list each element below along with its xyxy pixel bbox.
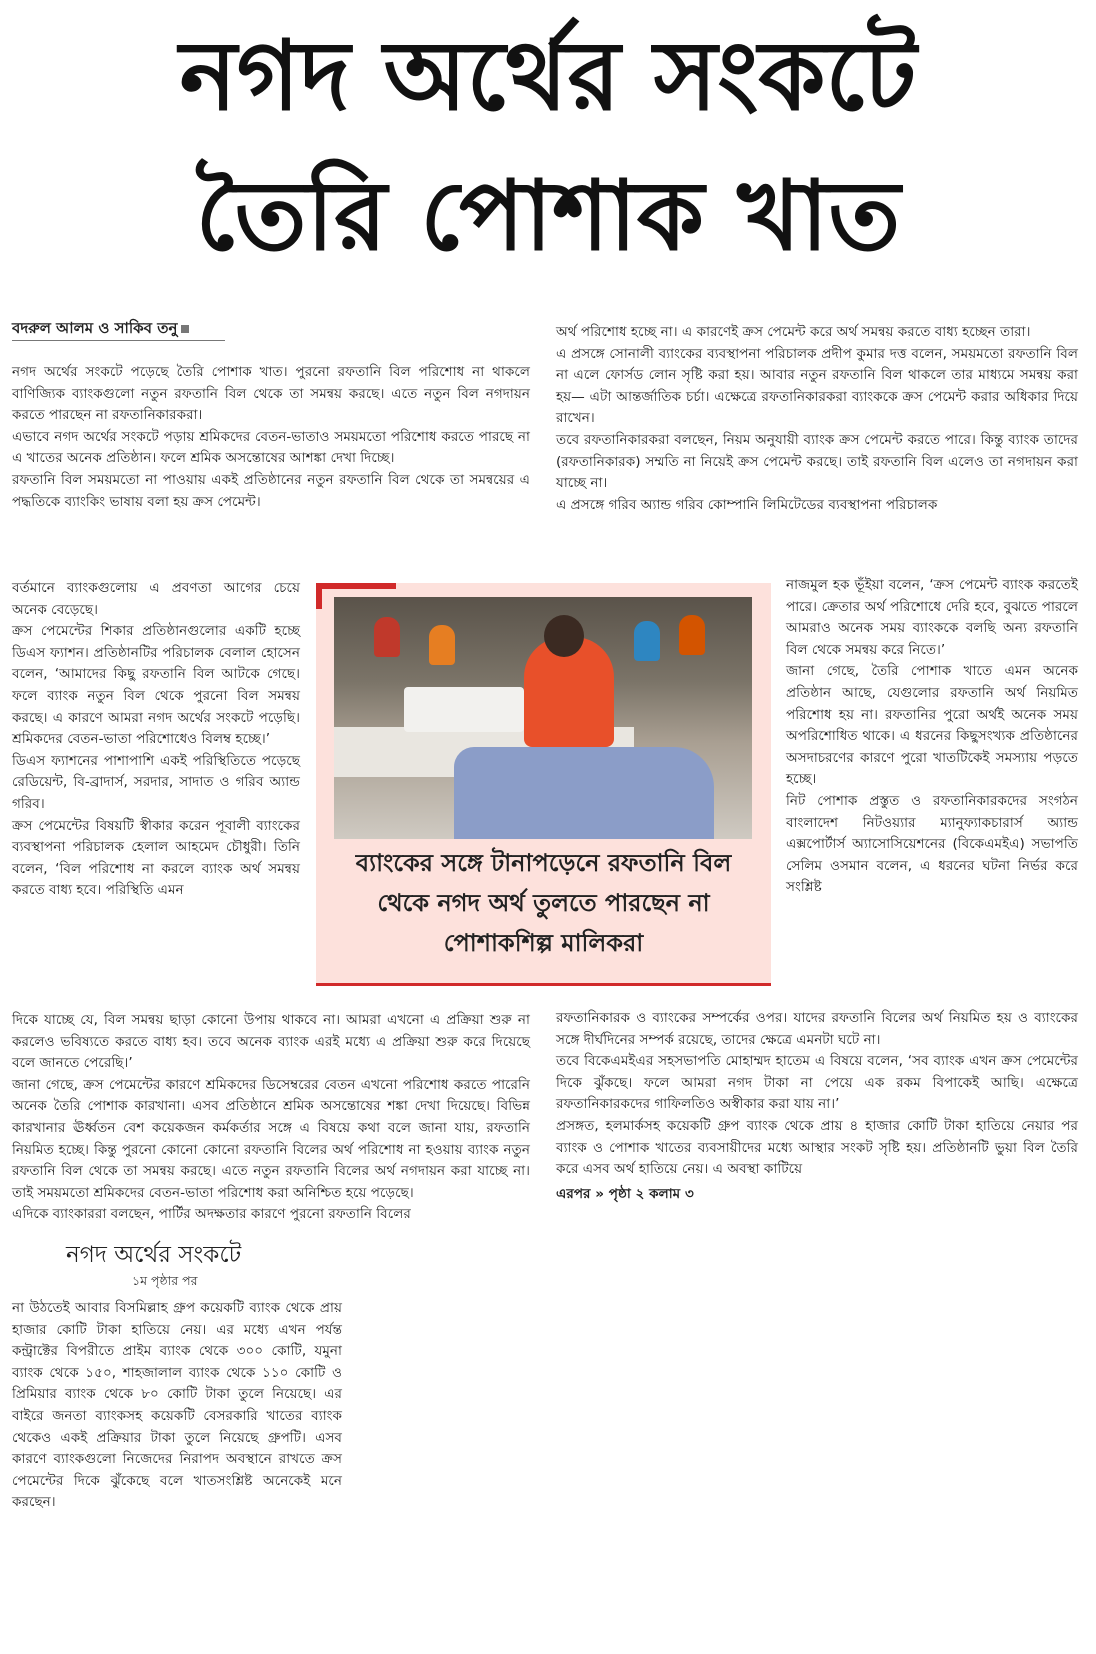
worker-head: [544, 615, 584, 657]
continuation-body: [12, 1298, 342, 1514]
paragraph: এভাবে নগদ অর্থের সংকটে পড়ায় শ্রমিকদের বেতন-ভাতাও সময়মতো পরিশোধ করতে পারছে না এ খাতের অনেক প্রতিষ্ঠান। ফলে শ্রমিক অসন্তোষের আশঙ্কা দেখা দিচ্ছে।: [12, 428, 530, 467]
column-a-top: [12, 362, 530, 513]
paragraph: অর্থ পরিশোধ হচ্ছে না। এ কারণেই ক্রস পেমেন্ট করে অর্থ সমন্বয় করতে বাধ্য হচ্ছেন তারা।: [556, 324, 1031, 340]
paragraph: জানা গেছে, তৈরি পোশাক খাতে এমন অনেক প্রতিষ্ঠান আছে, যেগুলোর রফতানি অর্থ নিয়মিত পরিশোধ হয় না। রফতানির পুরো অর্থই অনেক সময় অপরিশোধিত থাকে। এ ধরনের কিছুসংখ্যক প্রতিষ্ঠানের অসদাচরণের কারণে পুরো খাতটিকেই সমস্যায় পড়তে হচ্ছে।: [786, 663, 1078, 788]
byline: [12, 317, 189, 342]
paragraph: প্রসঙ্গত, হলমার্কসহ কয়েকটি গ্রুপ ব্যাংক থেকে প্রায় ৪ হাজার কোটি টাকা হাতিয়ে নেয়ার পর ব্যাংক ও পোশাক খাতের ব্যবসায়ীদের মধ্যে আস্থার সংকট সৃষ্টি হয়। প্রতিষ্ঠানটি ভুয়া বিল তৈরি করে এসব অর্থ হাতিয়ে নেয়। এ অবস্থা কাটিয়ে: [556, 1117, 1078, 1178]
paragraph: ক্রস পেমেন্টের বিষয়টি স্বীকার করেন পূবালী ব্যাংকের ব্যবস্থাপনা পরিচালক হেলাল আহমেদ চৌধুরী। তিনি বলেন, ‘বিল পরিশোধ না করলে ব্যাংক অর্থ সমন্বয় করতে বাধ্য হবে। পরিস্থিতি এমন: [12, 817, 300, 899]
paragraph: দিকে যাচ্ছে যে, বিল সমন্বয় ছাড়া কোনো উপায় থাকবে না। আমরা এখনো এ প্রক্রিয়া শুরু না করলেও ভবিষ্যতে করতে বাধ্য হব। তবে অনেক ব্যাংক এরই মধ্যে এ প্রক্রিয়া শুরু করে দিয়েছে বলে জানতে পেরেছি।’: [12, 1012, 530, 1072]
background-worker: [634, 621, 660, 661]
photo-caption: ব্যাংকের সঙ্গে টানাপড়েনে রফতানি বিল থেকে নগদ অর্থ তুলতে পারছেন না পোশাকশিল্প মালিকরা: [355, 849, 732, 957]
sewing-machine: [404, 687, 524, 732]
background-worker: [679, 615, 705, 655]
headline-line-2: তৈরি পোশাক খাত: [195, 160, 901, 272]
paragraph: না উঠতেই আবার বিসমিল্লাহ গ্রুপ কয়েকটি ব্যাংক থেকে প্রায় হাজার কোটি টাকা হাতিয়ে নেয়। এর মধ্যে এখন পর্যন্ত কন্ট্রাক্টের বিপরীতে প্রাইম ব্যাংক থেকে ৩০০ কোটি, যমুনা ব্যাংক থেকে ১৫০, শাহজালাল ব্যাংক থেকে ১১০ কোটি ও প্রিমিয়ার ব্যাংক থেকে ৮০ কোটি টাকা তুলে নিয়েছে। এর বাইরে জনতা ব্যাংকসহ কয়েকটি বেসরকারি খাতের ব্যাংক থেকেও একই প্রক্রিয়ার টাকা তুলে নিয়েছে গ্রুপটি। এসব কারণে ব্যাংকগুলো নিজেদের নিরাপদ অবস্থানে রাখতে ক্রস পেমেন্টের দিকে ঝুঁকেছে বলে খাতসংশ্লিষ্ট অনেকেই মনে করছেন।: [12, 1300, 342, 1511]
byline-text: বদরুল আলম ও সাকিব তনু: [12, 319, 178, 337]
accent-bar: [316, 583, 396, 589]
column-b-wrap: [786, 575, 1078, 899]
paragraph: নগদ অর্থের সংকটে পড়েছে তৈরি পোশাক খাত। পুরনো রফতানি বিল পরিশোধ না থাকলে বাণিজ্যিক ব্যাংকগুলো নতুন রফতানি বিল থেকে তা সমন্বয় করছে। এতে নতুন বিল নগদায়ন করতে পারছেন না রফতানিকারকরা।: [12, 364, 530, 424]
paragraph: তবে রফতানিকারকরা বলছেন, নিয়ম অনুযায়ী ব্যাংক ক্রস পেমেন্ট করতে পারে। কিন্তু ব্যাংক তাদের (রফতানিকারক) সম্মতি না নিয়েই ক্রস পেমেন্ট করছে। তাই রফতানি বিল এলেও তা নগদায়ন করা যাচ্ছে না।: [556, 431, 1078, 492]
fabric: [454, 747, 714, 839]
continuation-subtitle: ১ম পৃষ্ঠার পর: [132, 1273, 198, 1288]
paragraph: রফতানি বিল সময়মতো না পাওয়ায় একই প্রতিষ্ঠানের নতুন রফতানি বিল থেকে তা সমন্বয়ের এ পদ্ধতিকে ব্যাংকিং ভাষায় বলা হয় ক্রস পেমেন্ট।: [12, 471, 530, 510]
paragraph: ডিএস ফ্যাশনের পাশাপাশি একই পরিস্থিতিতে পড়েছে রেডিয়েন্ট, বি-ব্রাদার্স, সরদার, সাদাত ও গরিব অ্যান্ড গরিব।: [12, 752, 300, 812]
column-b-bottom: [556, 1008, 1078, 1205]
paragraph: রফতানিকারক ও ব্যাংকের সম্পর্কের ওপর। যাদের রফতানি বিলের অর্থ নিয়মিত হয় ও ব্যাংকের সঙ্গে দীর্ঘদিনের সম্পর্ক রয়েছে, তাদের ক্ষেত্রে এমনটা ঘটে না।: [556, 1010, 1078, 1048]
paragraph: ক্রস পেমেন্টের শিকার প্রতিষ্ঠানগুলোর একটি হচ্ছে ডিএস ফ্যাশন। প্রতিষ্ঠানটির পরিচালক বেলাল হোসেন বলেন, ‘আমাদের কিছু রফতানি বিল আটকে গেছে। ফলে ব্যাংক নতুন বিল থেকে পুরনো বিল সমন্বয় করছে। এ কারণে আমরা নগদ অর্থের সংকটে পড়েছি। শ্রমিকদের বেতন-ভাতা পরিশোধেও বিলম্ব হচ্ছে।’: [12, 623, 300, 748]
column-b-top: [556, 322, 1078, 516]
continuation-title: নগদ অর্থের সংকটে: [66, 1242, 242, 1268]
garment-factory-photo: [334, 597, 752, 839]
paragraph: এদিকে ব্যাংকাররা বলছেন, পার্টির অদক্ষতার কারণে পুরনো রফতানি বিলের: [12, 1206, 411, 1223]
paragraph: বর্তমানে ব্যাংকগুলোয় এ প্রবণতা আগের চেয়ে অনেক বেড়েছে।: [12, 580, 300, 618]
accent-bar: [316, 583, 322, 609]
photo-callout-box: [316, 583, 771, 986]
paragraph: এ প্রসঙ্গে গরিব অ্যান্ড গরিব কোম্পানি লিমিটেডের ব্যবস্থাপনা পরিচালক: [556, 496, 938, 513]
paragraph: জানা গেছে, ক্রস পেমেন্টের কারণে শ্রমিকদের ডিসেম্বরের বেতন এখনো পরিশোধ করতে পারেনি অনেক তৈরি পোশাক কারখানা। এসব প্রতিষ্ঠানে শ্রমিক অসন্তোষের শঙ্কা দেখা দিয়েছে। বিভিন্ন কারখানার ঊর্ধ্বতন বেশ কয়েকজন কর্মকর্তার সঙ্গে এ বিষয়ে কথা বলে জানা যায়, রফতানি নিয়মিত হচ্ছে। কিন্তু পুরনো কোনো কোনো রফতানি বিলের অর্থ পরিশোধ না হওয়ায় ব্যাংক নতুন রফতানি বিল থেকে তা সমন্বয় করছে। এতে নতুন রফতানি বিলের অর্থ নগদায়ন করা যাচ্ছে না। তাই সময়মতো শ্রমিকদের বেতন-ভাতা পরিশোধ করা অনিশ্চিত হয়ে পড়েছে।: [12, 1076, 530, 1201]
column-a-wrap: [12, 578, 300, 902]
background-worker: [429, 625, 455, 665]
continued-link[interactable]: এরপর » পৃষ্ঠা ২ কলাম ৩: [556, 1185, 694, 1202]
background-worker: [374, 617, 400, 657]
paragraph: নাজমুল হক ভূঁইয়া বলেন, ‘ক্রস পেমেন্ট ব্যাংক করতেই পারে। ক্রেতার অর্থ পরিশোধে দেরি হবে, বুঝতে পারলে আমরাও অনেক সময় ব্যাংককে বলছি অন্য রফতানি বিল থেকে সমন্বয় করে নিতে।’: [786, 577, 1078, 658]
column-a-bottom: [12, 1010, 530, 1226]
headline-line-1: নগদ অর্থের সংকটে: [179, 20, 917, 132]
paragraph: তবে বিকেএমইএর সহসভাপতি মোহাম্মদ হাতেম এ বিষয়ে বলেন, ‘সব ব্যাংক এখন ক্রস পেমেন্টের দিকে ঝুঁকছে। ফলে আমরা নগদ টাকা না পেয়ে এক রকম বিপাকেই আছি। এক্ষেত্রে রফতানিকারকদের গাফিলতিও অস্বীকার করা যায় না।’: [556, 1053, 1078, 1113]
byline-square-icon: [181, 325, 189, 333]
byline-rule: [12, 340, 225, 341]
paragraph: এ প্রসঙ্গে সোনালী ব্যাংকের ব্যবস্থাপনা পরিচালক প্রদীপ কুমার দত্ত বলেন, সময়মতো রফতানি বিল না এলে ফোর্সড লোন সৃষ্টি করা হয়। আবার নতুন রফতানি বিল থাকলে তার মাধ্যমে সমন্বয় করা হয়— এটা আন্তর্জাতিক চর্চা। এক্ষেত্রে রফতানিকারকরা ব্যাংককে ক্রস পেমেন্ট করার অধিকার দিয়ে রাখেন।: [556, 345, 1078, 427]
paragraph: নিট পোশাক প্রস্তুত ও রফতানিকারকদের সংগঠন বাংলাদেশ নিটওয়্যার ম্যানুফ্যাকচারার্স অ্যান্ড এক্সপোর্টার্স অ্যাসোসিয়েশনের (বিকেএমইএ) সভাপতি সেলিম ওসমান বলেন, এ ধরনের ঘটনা নির্ভর করে সংশ্লিষ্ট: [786, 792, 1078, 896]
